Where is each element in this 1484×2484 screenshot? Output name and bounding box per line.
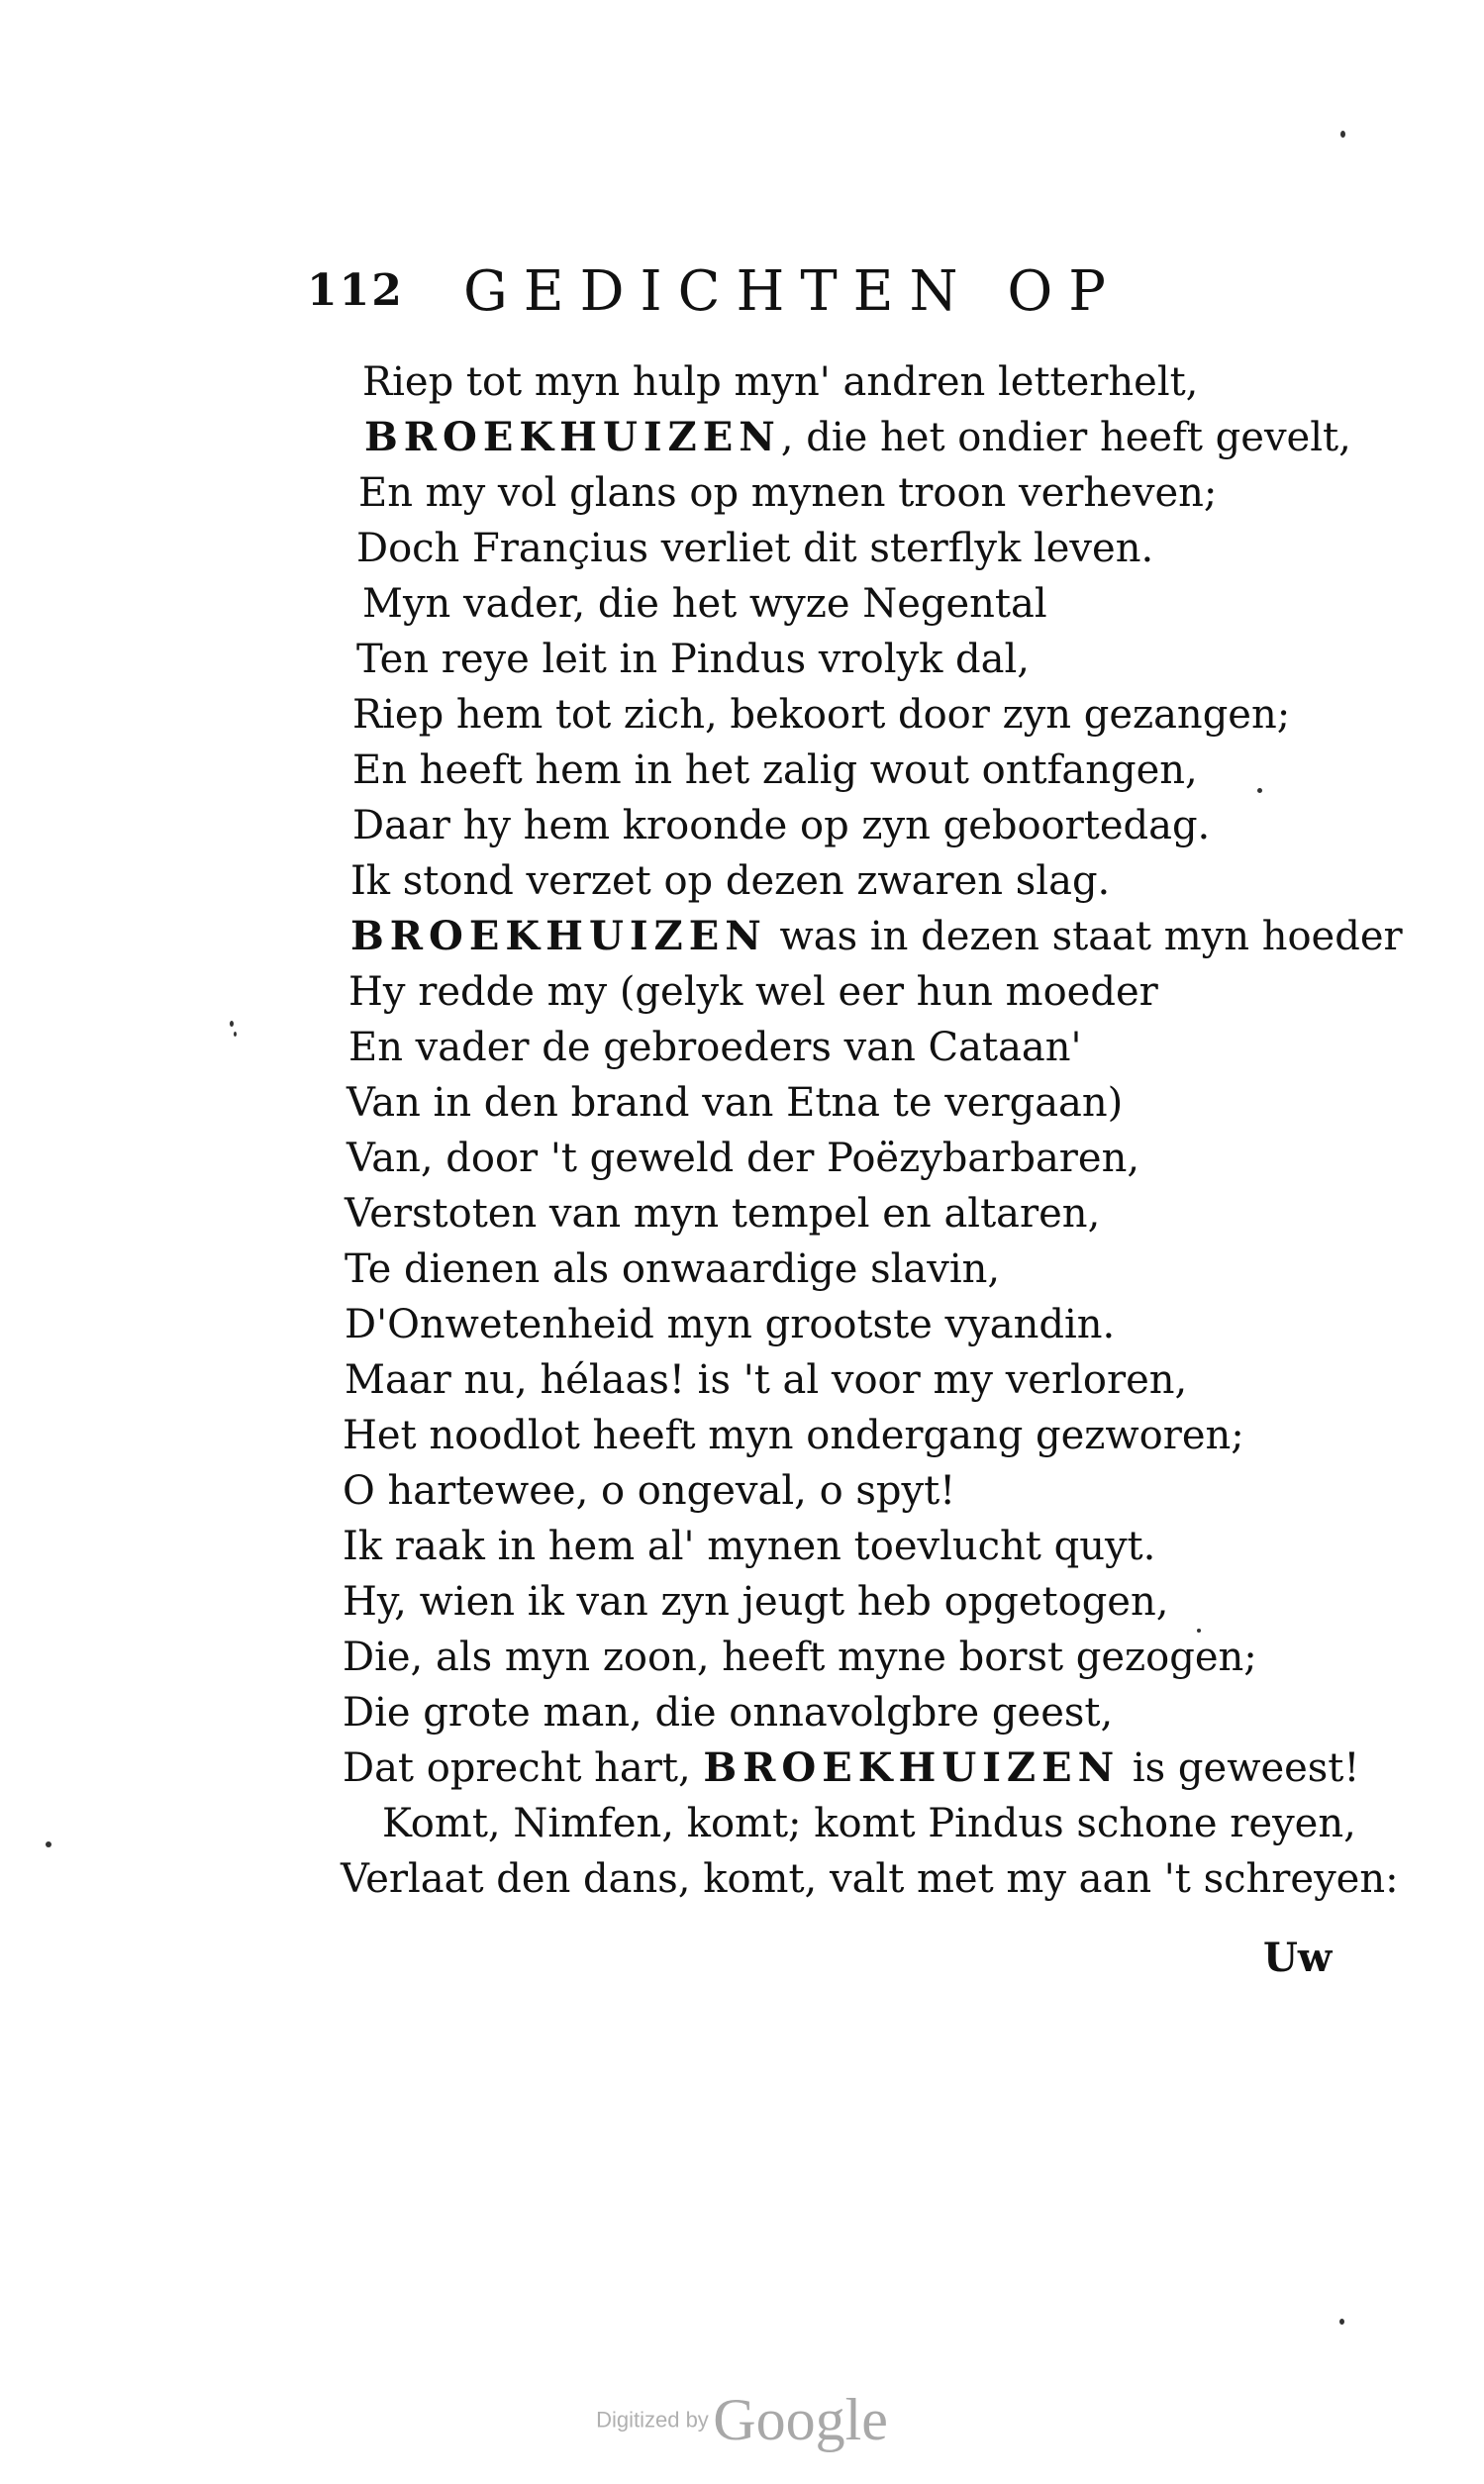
print-speck <box>1257 788 1262 793</box>
poem-line: Hy redde my (gelyk wel eer hun moeder <box>348 969 1158 1015</box>
poem-line: Riep tot myn hulp myn' andren letterhelt, <box>362 359 1199 405</box>
print-speck <box>1197 1629 1201 1633</box>
poem-line: Van, door 't geweld der Poëzybarbaren, <box>346 1136 1140 1181</box>
poem-line: Die grote man, die onnavolgbre geest, <box>343 1690 1114 1736</box>
poem-line: Komt, Nimfen, komt; komt Pindus schone reyen, <box>382 1801 1356 1846</box>
print-speck <box>234 1032 237 1037</box>
poem-line: Myn vader, die het wyze Negental <box>362 581 1047 627</box>
page-header <box>307 259 1218 329</box>
poem-line: Dat oprecht hart, BROEKHUIZEN is geweest! <box>343 1744 1360 1791</box>
poem-line: Verlaat den dans, komt, valt met my aan 't schreyen: <box>341 1856 1399 1902</box>
poem-line: Daar hy hem kroonde op zyn geboortedag. <box>352 803 1211 848</box>
poem-line: Doch Françius verliet dit sterflyk leven. <box>356 526 1154 571</box>
poem-line: En my vol glans op mynen troon verheven; <box>358 470 1218 516</box>
poem-line: En heeft hem in het zalig wout ontfangen, <box>352 747 1198 793</box>
page-number: 112 <box>307 265 404 316</box>
digitization-watermark <box>0 2386 1484 2454</box>
running-title: GEDICHTEN OP <box>463 259 1122 324</box>
poem-line: O hartewee, o ongeval, o spyt! <box>343 1468 956 1514</box>
watermark-logo: Google <box>713 2387 888 2452</box>
poem-line: Die, als myn zoon, heeft myne borst gezogen; <box>343 1635 1257 1680</box>
poem-line: D'Onwetenheid myn grootste vyandin. <box>345 1302 1116 1347</box>
poem-line: Het noodlot heeft myn ondergang gezworen; <box>343 1413 1244 1458</box>
print-speck <box>1339 2319 1344 2325</box>
poem-line: Verstoten van myn tempel en altaren, <box>345 1191 1101 1237</box>
poem-line: BROEKHUIZEN, die het ondier heeft gevelt, <box>364 414 1351 460</box>
poem-line: Ik raak in hem al' mynen toevlucht quyt. <box>343 1524 1156 1569</box>
catchword: Uw <box>1263 1935 1333 1981</box>
poem-line: Hy, wien ik van zyn jeugt heb opgetogen, <box>343 1579 1169 1625</box>
poem-line: Ik stond verzet op dezen zwaren slag. <box>350 858 1111 904</box>
poem-line: Te dienen als onwaardige slavin, <box>345 1246 1001 1292</box>
poem-line: BROEKHUIZEN was in dezen staat myn hoeder <box>350 913 1403 959</box>
print-speck <box>230 1021 234 1027</box>
poem-line: Ten reye leit in Pindus vrolyk dal, <box>356 637 1030 682</box>
poem-line: Riep hem tot zich, bekoort door zyn gezangen; <box>352 692 1291 738</box>
watermark-prefix: Digitized by <box>596 2407 709 2433</box>
print-speck <box>46 1841 51 1847</box>
poem-line: En vader de gebroeders van Cataan' <box>348 1025 1082 1070</box>
poem-line: Maar nu, hélaas! is 't al voor my verloren, <box>345 1357 1188 1403</box>
print-speck <box>1340 131 1345 138</box>
poem-line: Van in den brand van Etna te vergaan) <box>346 1080 1124 1126</box>
